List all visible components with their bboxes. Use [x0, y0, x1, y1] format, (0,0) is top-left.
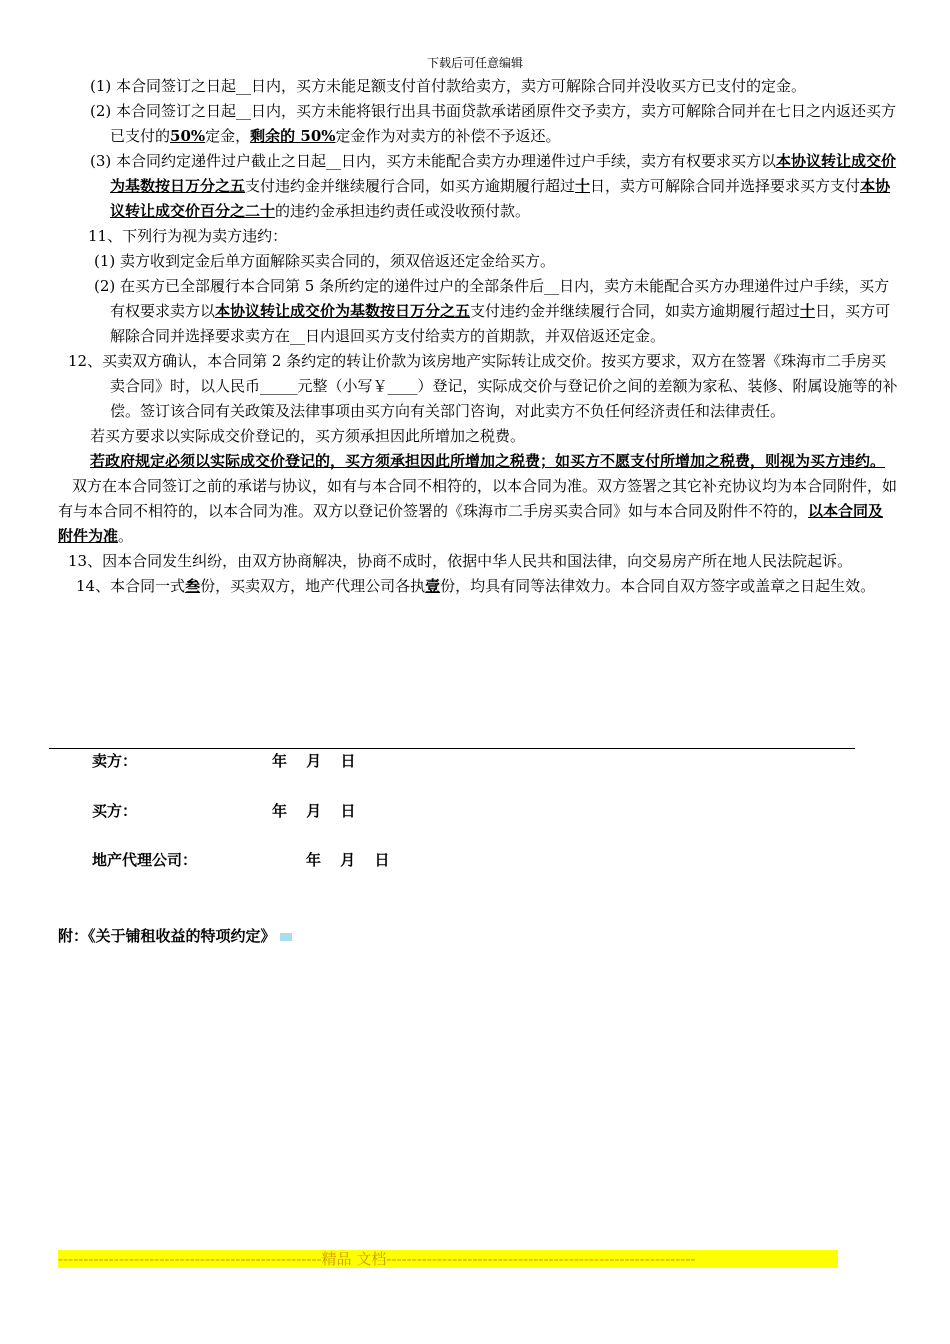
agency-signature-label: 地产代理公司： [92, 851, 198, 869]
clause-11-1: (1) 卖方收到定金后单方面解除买卖合同的，须双倍返还定金给买方。 [94, 252, 556, 270]
seller-date: 年 月 日 [272, 752, 356, 770]
clause-12-government-rule: 若政府规定必须以实际成交价登记的，买方须承担因此所增加之税费；如买方不愿支付所增加之税费，则视为买方违约。 [90, 452, 886, 470]
buyer-date: 年 月 日 [272, 802, 356, 820]
seller-signature-label: 卖方： [92, 752, 138, 770]
clause-12: 12、买卖双方确认，本合同第 2 条约定的转让价款为该房地产实际转让成交价。按买方要求，双方在签署《珠海市二手房买卖合同》时，以人民币_____元整（小写￥____）登记，实际成交价与登记价之间的差额为家私、装修、附属设施等的补偿。签订该合同有关政策及法律事项由买方向有关部门咨询，对此卖方不负任何经济责任和法律责任。 [68, 352, 898, 420]
clause-10-3: (3) 本合同约定递件过户截止之日起__日内，买方未能配合卖方办理递件过户手续，卖方有权要求买方以本协议转让成交价为基数按日万分之五支付违约金并继续履行合同，如买方逾期履行超过十日，卖方可解除合同并选择要求买方支付本协议转让成交价百分之二十的违约金承担违约责任或没收预付款。 [90, 152, 897, 220]
clause-13: 13、因本合同发生纠纷，由双方协商解决，协商不成时，依据中华人民共和国法律，向交易房产所在地人民法院起诉。 [68, 552, 853, 570]
clause-10-1: (1) 本合同签订之日起__日内，买方未能足额支付首付款给卖方，卖方可解除合同并没收买方已支付的定金。 [90, 77, 807, 95]
clause-11-2: (2) 在买方已全部履行本合同第 5 条所约定的递件过户的全部条件后__日内，卖方未能配合买方办理递件过户手续，买方有权要求卖方以本协议转让成交价为基数按日万分之五支付违约金并继续履行合同，如卖方逾期履行超过十日，买方可解除合同并选择要求卖方在__日内退回买方支付给卖方的首期款，并双倍返还定金。 [94, 277, 891, 345]
clause-12-note: 若买方要求以实际成交价登记的，买方须承担因此所增加之税费。 [90, 427, 526, 445]
supplement-clause: 双方在本合同签订之前的承诺与协议，如有与本合同不相符的，以本合同为准。双方签署之其它补充协议均为本合同附件，如有与本合同不相符的，以本合同为准。双方以登记价签署的《珠海市二手房买卖合同》如与本合同及附件不符的，以本合同及附件为准。 [58, 477, 898, 545]
appendix-title: 附：《关于铺租收益的特项约定》 [58, 925, 292, 946]
buyer-signature-label: 买方： [92, 802, 138, 820]
contract-body [58, 74, 898, 599]
marker-icon [280, 933, 292, 941]
agency-date: 年 月 日 [306, 851, 390, 869]
clause-10-2: (2) 本合同签订之日起__日内，买方未能将银行出具书面贷款承诺函原件交予卖方，卖方可解除合同并在七日之内返还买方已支付的50%定金，剩余的 50%定金作为对卖方的补偿不予返还。 [90, 102, 897, 145]
clause-11-heading: 11、下列行为视为卖方违约： [88, 227, 288, 245]
clause-14: 14、本合同一式叁份，买卖双方，地产代理公司各执壹份，均具有同等法律效力。本合同自双方签字或盖章之日起生效。 [76, 577, 876, 595]
page-header: 下载后可任意编辑 [426, 56, 523, 70]
page-footer: ----------------------------------------------------精品 文档------------------------------------------------------------- [58, 1250, 838, 1268]
signature-divider [49, 748, 855, 749]
